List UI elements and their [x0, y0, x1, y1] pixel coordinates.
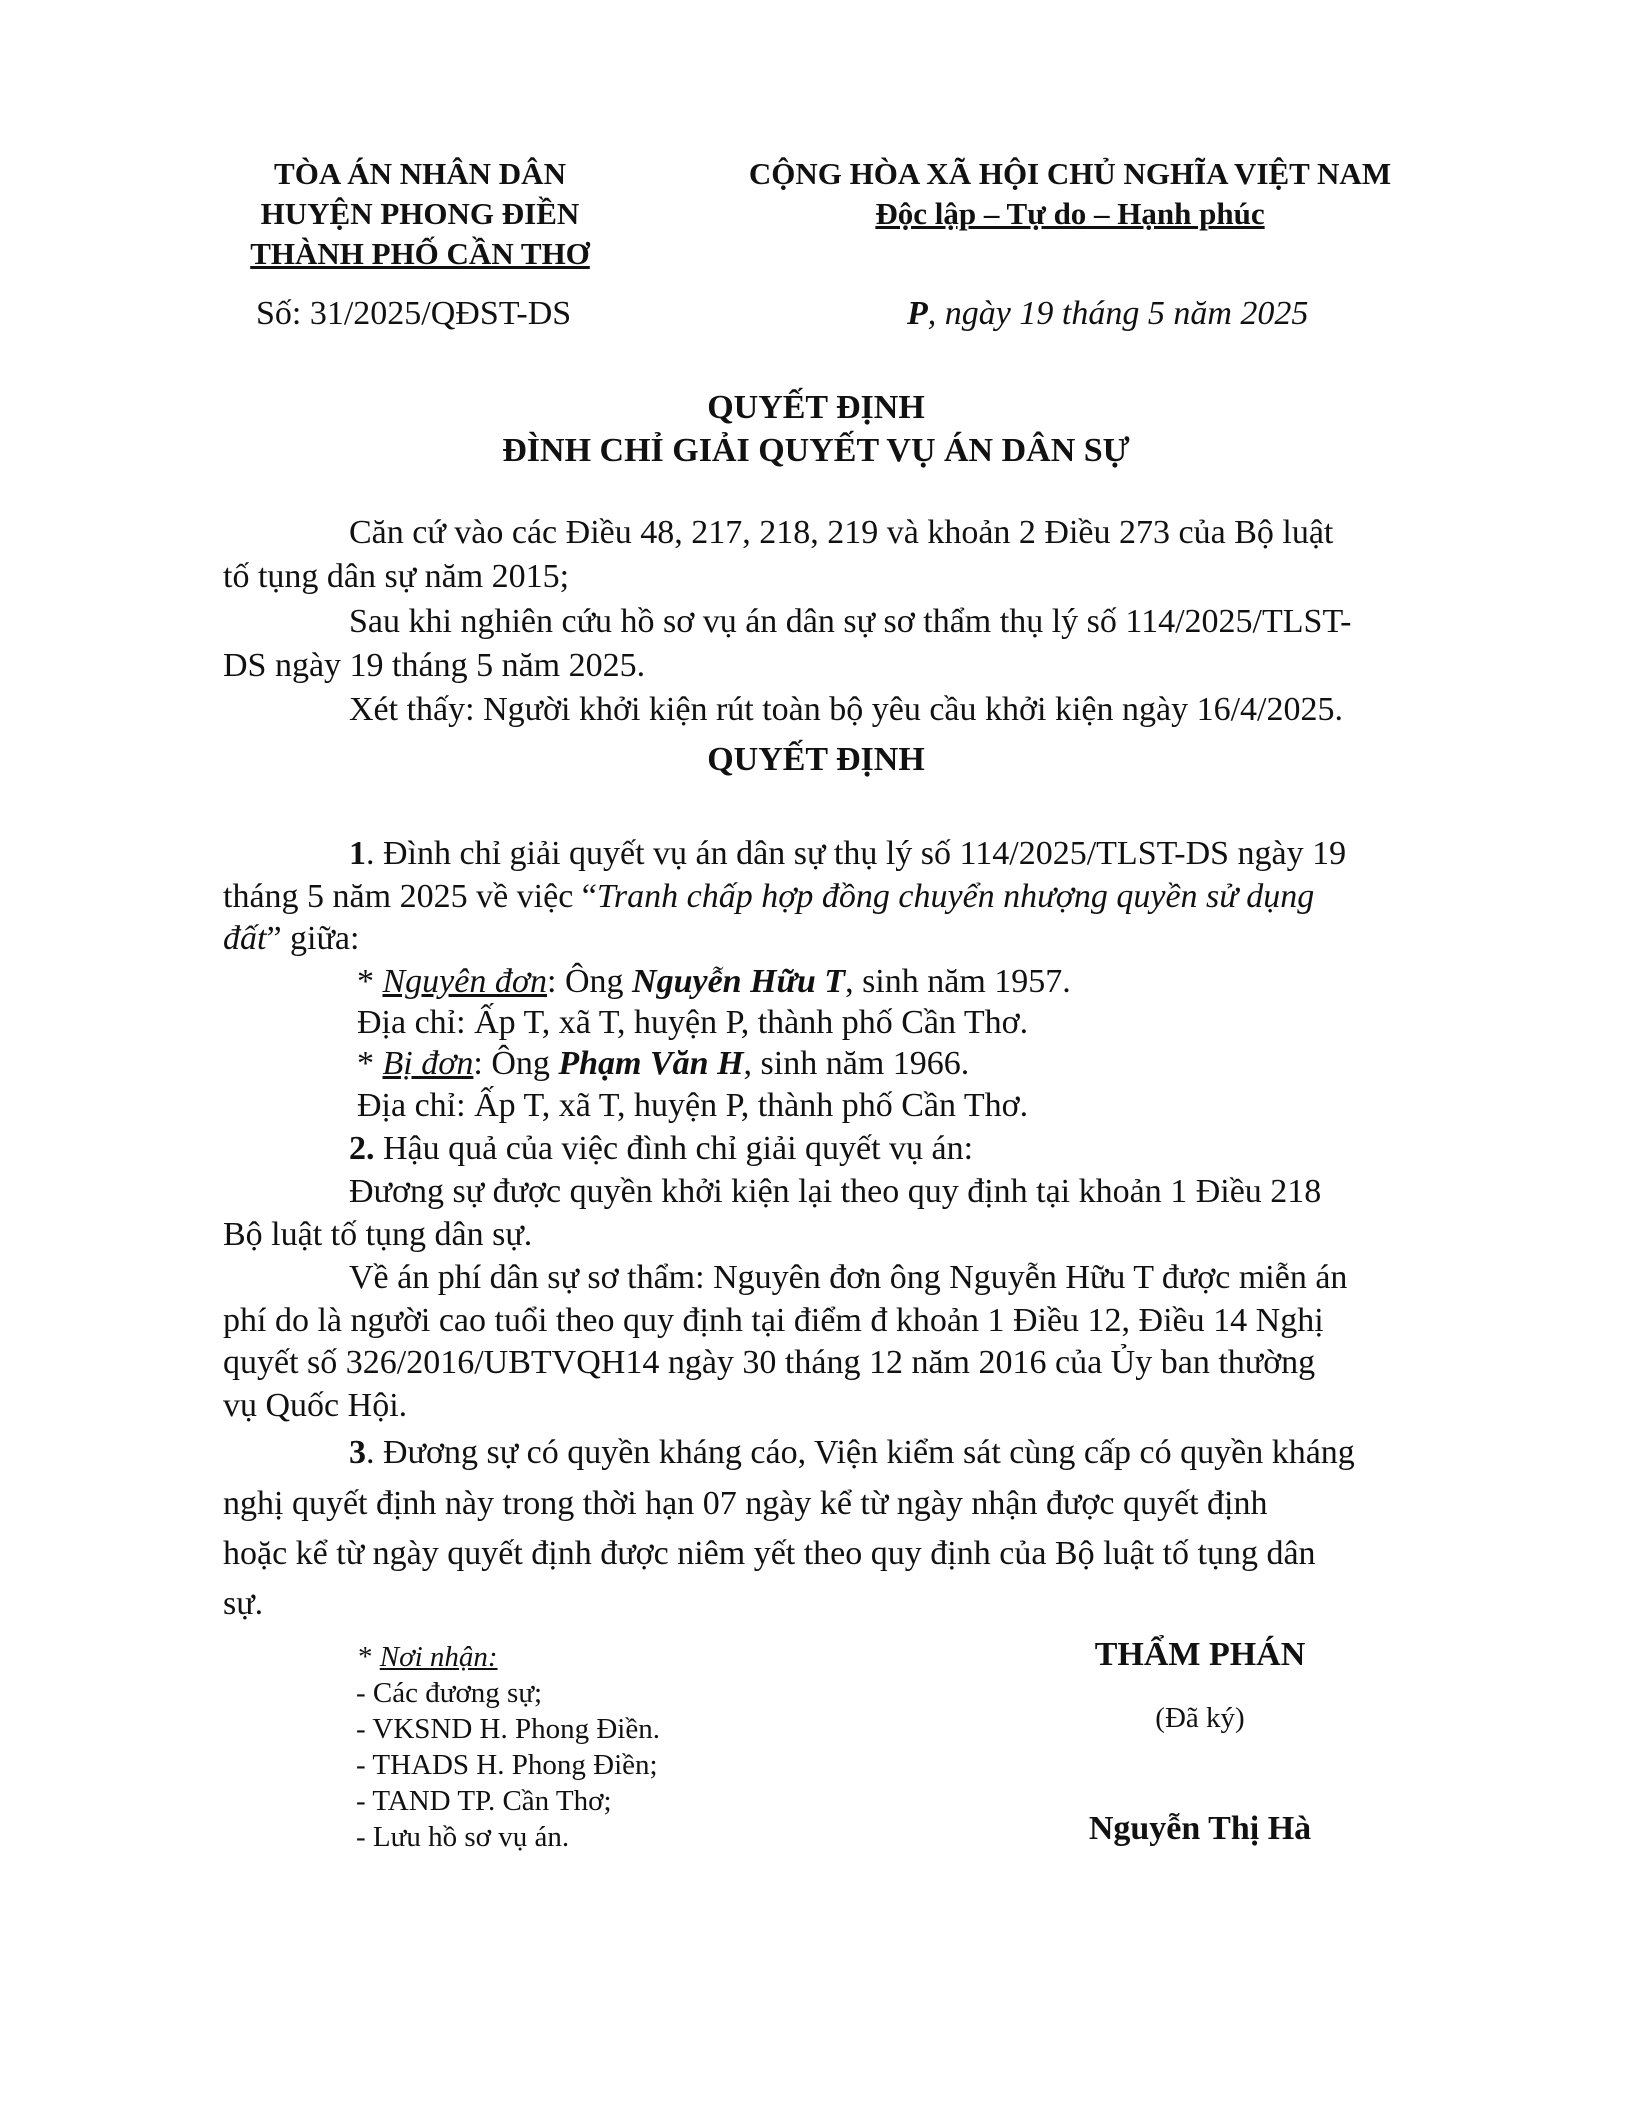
- defendant-line: [357, 1043, 969, 1085]
- recipient-item: - TAND TP. Cần Thơ;: [356, 1785, 612, 1817]
- item2-p2-line1: Về án phí dân sự sơ thẩm: Nguyên đơn ông Nguyễn Hữu T được miễn án: [349, 1259, 1348, 1296]
- item1-line1: [349, 833, 1346, 875]
- item1-between: ” giữa:: [266, 920, 360, 957]
- document-number: Số: 31/2025/QĐST-DS: [256, 295, 572, 332]
- defendant-address: Địa chỉ: Ấp T, xã T, huyện P, thành phố Cần Thơ.: [357, 1087, 1029, 1124]
- recipient-item: - Các đương sự;: [356, 1677, 543, 1709]
- item1-line2: [223, 876, 1314, 918]
- item1-line3: [223, 918, 359, 960]
- defendant-label: Bị đơn: [382, 1045, 474, 1082]
- decision-heading: QUYẾT ĐỊNH: [707, 741, 925, 778]
- court-name: TÒA ÁN NHÂN DÂN: [274, 156, 566, 191]
- defendant-birth: , sinh năm 1966.: [743, 1045, 970, 1082]
- plaintiff-label: Nguyên đơn: [382, 963, 548, 1000]
- recipient-item: - THADS H. Phong Điền;: [356, 1749, 658, 1781]
- item1-case-prefix: tháng 5 năm 2025 về việc “: [223, 878, 597, 915]
- recipient-item: - VKSND H. Phong Điền.: [356, 1713, 660, 1745]
- defendant-name: Phạm Văn H: [558, 1045, 744, 1082]
- decision-title: QUYẾT ĐỊNH: [707, 389, 925, 426]
- defendant-title: : Ông: [473, 1045, 559, 1082]
- item2-number: 2.: [349, 1130, 375, 1167]
- national-motto: Độc lập – Tự do – Hạnh phúc: [875, 196, 1265, 231]
- issue-date-text: , ngày 19 tháng 5 năm 2025: [927, 295, 1309, 332]
- issue-place: P: [907, 295, 928, 332]
- plaintiff-address: Địa chỉ: Ấp T, xã T, huyện P, thành phố Cần Thơ.: [357, 1004, 1029, 1041]
- item2-heading: Hậu quả của việc đình chỉ giải quyết vụ án:: [383, 1130, 974, 1167]
- item1-number: 1: [349, 835, 366, 872]
- item3-line4: sự.: [223, 1585, 264, 1622]
- signed-note: (Đã ký): [1155, 1702, 1245, 1734]
- item3-number: 3: [349, 1434, 366, 1471]
- recipient-item: - Lưu hồ sơ vụ án.: [356, 1821, 570, 1853]
- item1-text: . Đình chỉ giải quyết vụ án dân sự thụ lý số 114/2025/TLST-DS ngày 19: [366, 835, 1347, 872]
- signer-name: Nguyễn Thị Hà: [1088, 1810, 1312, 1847]
- issue-date: [907, 293, 1308, 335]
- item3-line2: nghị quyết định này trong thời hạn 07 ngày kể từ ngày nhận được quyết định: [223, 1485, 1268, 1522]
- item2-p2-line3: quyết số 326/2016/UBTVQH14 ngày 30 tháng 12 năm 2016 của Ủy ban thường: [223, 1344, 1316, 1381]
- item3-text: . Đương sự có quyền kháng cáo, Viện kiểm sát cùng cấp có quyền kháng: [366, 1434, 1355, 1471]
- preamble-legal-basis: Căn cứ vào các Điều 48, 217, 218, 219 và khoản 2 Điều 273 của Bộ luật: [349, 514, 1334, 551]
- preamble-legal-basis-cont: tố tụng dân sự năm 2015;: [223, 558, 570, 595]
- item2-p1-line2: Bộ luật tố tụng dân sự.: [223, 1216, 533, 1253]
- item1-case-type-cont: đất: [223, 920, 267, 957]
- item2-p2-line2: phí do là người cao tuổi theo quy định tại điểm đ khoản 1 Điều 12, Điều 14 Nghị: [223, 1302, 1324, 1339]
- recipients-label: Nơi nhận:: [379, 1641, 498, 1673]
- signer-role: THẨM PHÁN: [1094, 1636, 1306, 1673]
- item3-line3: hoặc kể từ ngày quyết định được niêm yết theo quy định của Bộ luật tố tụng dân: [223, 1535, 1316, 1572]
- court-district: HUYỆN PHONG ĐIỀN: [260, 196, 580, 231]
- plaintiff-title: : Ông: [547, 963, 633, 1000]
- preamble-consideration: Xét thấy: Người khởi kiện rút toàn bộ yêu cầu khởi kiện ngày 16/4/2025.: [349, 691, 1343, 728]
- preamble-case-study-cont: DS ngày 19 tháng 5 năm 2025.: [223, 647, 646, 684]
- national-title: CỘNG HÒA XÃ HỘI CHỦ NGHĨA VIỆT NAM: [748, 156, 1392, 191]
- item2-p1-line1: Đương sự được quyền khởi kiện lại theo quy định tại khoản 1 Điều 218: [349, 1173, 1322, 1210]
- preamble-case-study: Sau khi nghiên cứu hồ sơ vụ án dân sự sơ thẩm thụ lý số 114/2025/TLST-: [349, 603, 1352, 640]
- defendant-star: *: [357, 1045, 383, 1082]
- item2-p2-line4: vụ Quốc Hội.: [223, 1387, 408, 1424]
- court-city: THÀNH PHỐ CẦN THƠ: [250, 236, 590, 271]
- item2-heading-line: [349, 1128, 973, 1170]
- plaintiff-name: Nguyễn Hữu T: [632, 963, 846, 1000]
- recipients-star: *: [358, 1641, 380, 1673]
- recipients-heading: [358, 1639, 498, 1675]
- item3-line1: [349, 1432, 1355, 1474]
- decision-subtitle: ĐÌNH CHỈ GIẢI QUYẾT VỤ ÁN DÂN SỰ: [502, 432, 1130, 469]
- plaintiff-line: [357, 961, 1071, 1003]
- plaintiff-star: *: [357, 963, 383, 1000]
- plaintiff-birth: , sinh năm 1957.: [845, 963, 1071, 1000]
- item1-case-type: Tranh chấp hợp đồng chuyển nhượng quyền sử dụng: [596, 878, 1315, 915]
